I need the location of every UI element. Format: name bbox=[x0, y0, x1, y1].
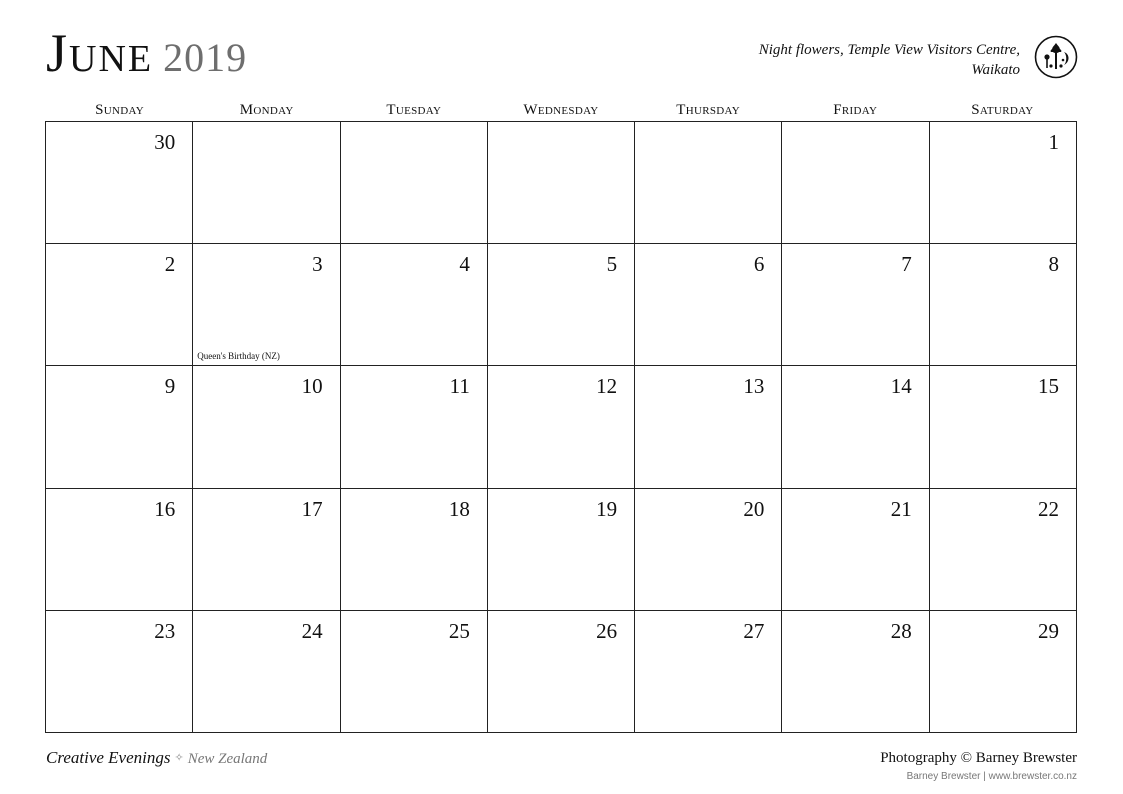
weekday-tuesday: Tuesday bbox=[386, 102, 442, 118]
day-number: 2 bbox=[164, 252, 176, 277]
day-number: 26 bbox=[596, 618, 618, 643]
calendar-day-cell bbox=[782, 489, 929, 611]
day-number: 5 bbox=[606, 252, 618, 277]
weekday-saturday: Saturday bbox=[971, 102, 1034, 118]
calendar-day-cell bbox=[782, 366, 929, 488]
calendar-day-cell bbox=[930, 244, 1077, 366]
day-number: 23 bbox=[154, 618, 176, 643]
calendar-day-cell bbox=[488, 244, 635, 366]
day-number: 22 bbox=[1038, 496, 1059, 521]
day-number: 29 bbox=[1038, 618, 1059, 643]
calendar-day-cell bbox=[46, 244, 193, 366]
calendar-day-cell bbox=[635, 489, 782, 611]
day-number: 7 bbox=[901, 252, 912, 277]
weekday-wednesday: Wednesday bbox=[523, 102, 599, 118]
calendar-day-cell bbox=[193, 366, 340, 488]
calendar-day-cell bbox=[193, 489, 340, 611]
day-number: 12 bbox=[596, 374, 618, 399]
calendar-day-cell bbox=[930, 489, 1077, 611]
calendar-day-cell bbox=[930, 122, 1077, 244]
day-number: 10 bbox=[301, 374, 323, 399]
day-number: 8 bbox=[1048, 252, 1059, 277]
calendar-day-cell bbox=[193, 122, 340, 244]
footer-brand-line bbox=[46, 748, 267, 768]
calendar-day-cell bbox=[341, 122, 488, 244]
day-number: 3 bbox=[312, 252, 323, 277]
day-number: 19 bbox=[596, 496, 618, 521]
calendar-day-cell bbox=[635, 122, 782, 244]
calendar-day-cell bbox=[635, 366, 782, 488]
footer-region: New Zealand bbox=[187, 751, 268, 767]
photo-caption-line-2: Waikato bbox=[971, 62, 1020, 78]
calendar-day-cell bbox=[782, 122, 929, 244]
day-number: 27 bbox=[743, 618, 765, 643]
day-number: 6 bbox=[753, 252, 765, 277]
calendar-day-cell bbox=[341, 611, 488, 733]
footer-separator-icon: ✧ bbox=[174, 752, 184, 764]
day-number: 9 bbox=[164, 374, 176, 399]
photo-credit: Photography © Barney Brewster bbox=[880, 750, 1077, 766]
day-number: 11 bbox=[449, 374, 470, 399]
calendar-day-cell bbox=[193, 244, 340, 366]
calendar-day-cell bbox=[782, 244, 929, 366]
photo-caption bbox=[700, 40, 1020, 80]
calendar-day-cell bbox=[46, 122, 193, 244]
day-number: 4 bbox=[459, 252, 470, 277]
calendar-day-cell bbox=[341, 244, 488, 366]
photo-caption-line-1: Night flowers, Temple View Visitors Centre, bbox=[758, 42, 1020, 58]
calendar-day-cell bbox=[930, 366, 1077, 488]
day-number: 30 bbox=[154, 130, 176, 154]
calendar-day-cell bbox=[488, 122, 635, 244]
holiday-note: Queen's Birthday (NZ) bbox=[197, 351, 280, 362]
weekday-friday: Friday bbox=[833, 102, 878, 118]
day-number: 15 bbox=[1038, 374, 1059, 399]
calendar-day-cell bbox=[488, 489, 635, 611]
calendar-day-cell bbox=[46, 611, 193, 733]
day-number: 14 bbox=[890, 374, 912, 399]
day-number: 25 bbox=[448, 618, 470, 643]
calendar-day-cell bbox=[635, 611, 782, 733]
day-number: 20 bbox=[743, 496, 765, 521]
calendar-day-cell bbox=[488, 366, 635, 488]
calendar-day-cell bbox=[341, 366, 488, 488]
day-number: 18 bbox=[448, 496, 470, 521]
weekday-monday: Monday bbox=[239, 102, 294, 118]
month-title bbox=[46, 23, 248, 96]
weekday-sunday: Sunday bbox=[95, 102, 144, 118]
calendar-day-cell bbox=[46, 489, 193, 611]
day-number: 17 bbox=[301, 496, 323, 521]
day-number: 16 bbox=[154, 496, 176, 521]
calendar-grid bbox=[45, 121, 1077, 733]
calendar-day-cell bbox=[488, 611, 635, 733]
month-year: 2019 bbox=[163, 35, 248, 80]
calendar-day-cell bbox=[46, 366, 193, 488]
weekday-thursday: Thursday bbox=[676, 102, 740, 118]
footer-website: Barney Brewster | www.brewster.co.nz bbox=[906, 771, 1077, 782]
day-number: 24 bbox=[301, 618, 323, 643]
weekday-header-row bbox=[46, 99, 1076, 121]
day-number: 28 bbox=[890, 618, 912, 643]
day-number: 13 bbox=[743, 374, 765, 399]
calendar-day-cell bbox=[930, 611, 1077, 733]
month-name: June bbox=[46, 23, 154, 83]
day-number: 1 bbox=[1048, 130, 1059, 154]
day-number: 21 bbox=[890, 496, 912, 521]
footer-brand: Creative Evenings bbox=[46, 748, 171, 767]
calendar-day-cell bbox=[193, 611, 340, 733]
calendar-day-cell bbox=[782, 611, 929, 733]
calendar-day-cell bbox=[341, 489, 488, 611]
calendar-day-cell bbox=[635, 244, 782, 366]
temple-emblem-icon bbox=[1034, 35, 1078, 79]
